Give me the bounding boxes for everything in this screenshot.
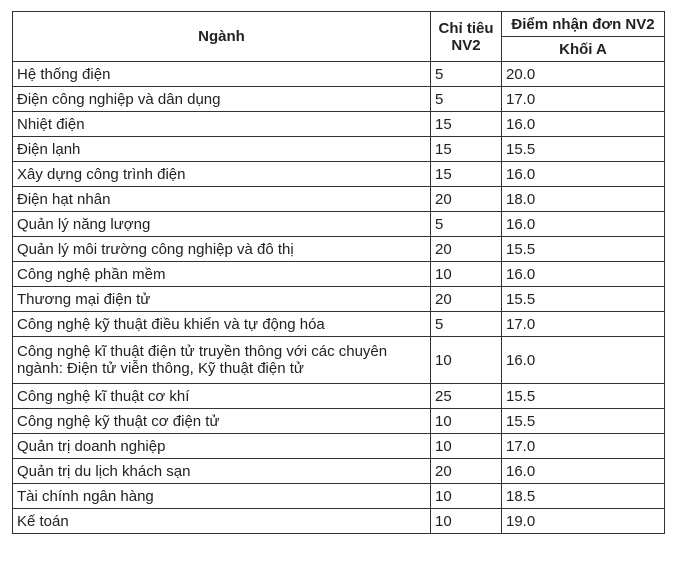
table-row	[13, 87, 665, 112]
score-cell: 15.5	[502, 237, 665, 262]
score-cell: 16.0	[502, 162, 665, 187]
major-cell: Công nghệ phần mềm	[13, 262, 431, 287]
score-cell: 18.0	[502, 187, 665, 212]
quota-cell: 20	[431, 459, 502, 484]
header-major: Ngành	[13, 12, 431, 62]
score-cell: 15.5	[502, 409, 665, 434]
quota-cell: 25	[431, 384, 502, 409]
major-cell: Hệ thống điện	[13, 62, 431, 87]
quota-cell: 10	[431, 337, 502, 384]
quota-cell: 15	[431, 137, 502, 162]
quota-cell: 5	[431, 212, 502, 237]
score-cell: 17.0	[502, 87, 665, 112]
score-cell: 16.0	[502, 212, 665, 237]
major-cell: Xây dựng công trình điện	[13, 162, 431, 187]
major-cell: Điện hạt nhân	[13, 187, 431, 212]
table-row	[13, 459, 665, 484]
major-cell: Kế toán	[13, 509, 431, 534]
score-cell: 17.0	[502, 434, 665, 459]
score-cell: 17.0	[502, 312, 665, 337]
major-cell: Công nghệ kỹ thuật điều khiển và tự động hóa	[13, 312, 431, 337]
major-cell: Quản lý năng lượng	[13, 212, 431, 237]
quota-cell: 5	[431, 62, 502, 87]
major-cell: Điện lạnh	[13, 137, 431, 162]
score-cell: 16.0	[502, 262, 665, 287]
major-cell: Công nghệ kĩ thuật điện tử truyền thông với các chuyên ngành: Điện tử viễn thông, Kỹ thuật điện tử	[13, 337, 431, 384]
table-row	[13, 509, 665, 534]
table-row	[13, 137, 665, 162]
admissions-table	[12, 11, 665, 534]
table-row	[13, 112, 665, 137]
major-cell: Quản lý môi trường công nghiệp và đô thị	[13, 237, 431, 262]
table-row	[13, 62, 665, 87]
major-cell: Điện công nghiệp và dân dụng	[13, 87, 431, 112]
table-body	[13, 62, 665, 534]
table-row	[13, 262, 665, 287]
table-header	[13, 12, 665, 62]
table-row	[13, 409, 665, 434]
table-row	[13, 162, 665, 187]
table-row	[13, 237, 665, 262]
score-cell: 16.0	[502, 459, 665, 484]
quota-cell: 20	[431, 237, 502, 262]
quota-cell: 5	[431, 312, 502, 337]
score-cell: 18.5	[502, 484, 665, 509]
table-row	[13, 212, 665, 237]
header-score-group: Điểm nhận đơn NV2	[502, 12, 665, 37]
table-row	[13, 312, 665, 337]
quota-cell: 5	[431, 87, 502, 112]
quota-cell: 10	[431, 409, 502, 434]
header-block: Khối A	[502, 37, 665, 62]
quota-cell: 15	[431, 162, 502, 187]
major-cell: Nhiệt điện	[13, 112, 431, 137]
major-cell: Công nghệ kỹ thuật cơ điện tử	[13, 409, 431, 434]
score-cell: 20.0	[502, 62, 665, 87]
table-row	[13, 187, 665, 212]
quota-cell: 10	[431, 434, 502, 459]
score-cell: 16.0	[502, 112, 665, 137]
table-row	[13, 337, 665, 384]
score-cell: 16.0	[502, 337, 665, 384]
major-cell: Quản trị doanh nghiệp	[13, 434, 431, 459]
major-cell: Quản trị du lịch khách sạn	[13, 459, 431, 484]
score-cell: 15.5	[502, 137, 665, 162]
major-cell: Thương mại điện tử	[13, 287, 431, 312]
quota-cell: 15	[431, 112, 502, 137]
score-cell: 15.5	[502, 287, 665, 312]
table-row	[13, 287, 665, 312]
score-cell: 19.0	[502, 509, 665, 534]
header-quota: Chỉ tiêu NV2	[431, 12, 502, 62]
score-cell: 15.5	[502, 384, 665, 409]
table-row	[13, 434, 665, 459]
major-cell: Tài chính ngân hàng	[13, 484, 431, 509]
quota-cell: 20	[431, 187, 502, 212]
quota-cell: 20	[431, 287, 502, 312]
quota-cell: 10	[431, 509, 502, 534]
table-row	[13, 484, 665, 509]
quota-cell: 10	[431, 484, 502, 509]
table-row	[13, 384, 665, 409]
quota-cell: 10	[431, 262, 502, 287]
major-cell: Công nghệ kĩ thuật cơ khí	[13, 384, 431, 409]
